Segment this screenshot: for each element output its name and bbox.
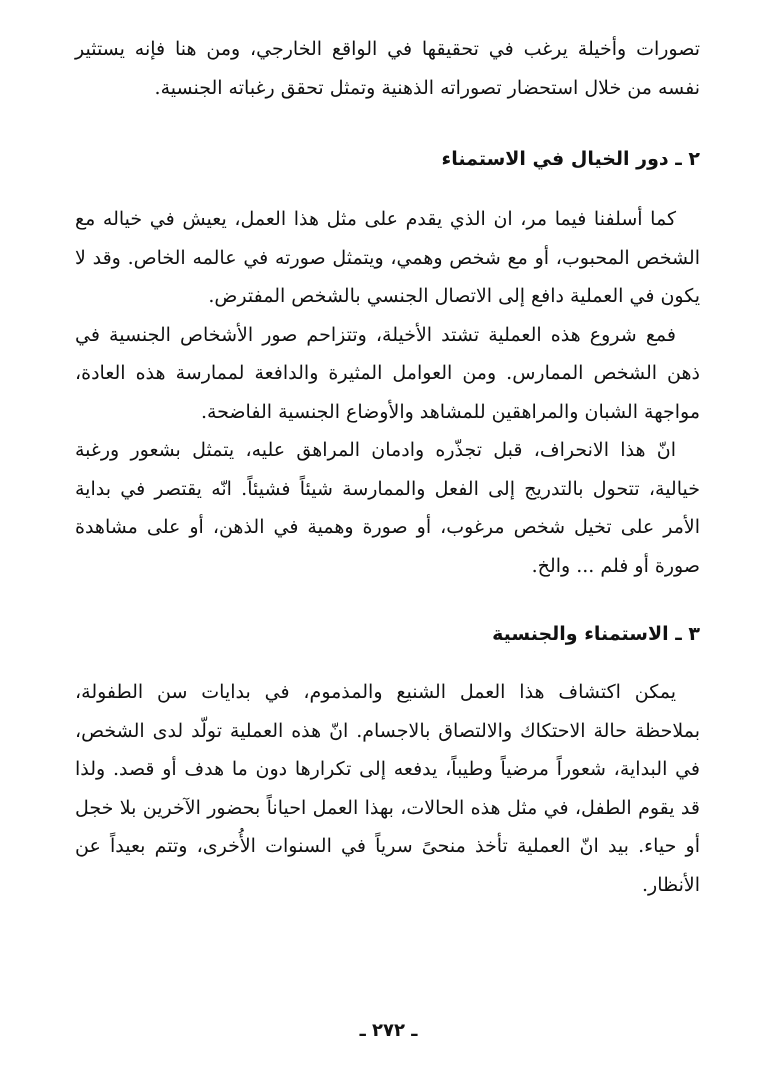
section-2-paragraph-1: كما أسلفنا فيما مر، ان الذي يقدم على مثل هذا العمل، يعيش في خياله مع الشخص المحبوب، أو مع شخص وهمي، ويتمثل صورته في عالمه الخاص. وقد لا يكون في العملية دافع إلى الاتصال الجنسي بالشخص المفترض. — [75, 208, 700, 307]
section-2-paragraph-2: فمع شروع هذه العملية تشتد الأخيلة، وتتزاحم صور الأشخاص الجنسية في ذهن الشخص الممارس. ومن العوامل المثيرة والدافعة لممارسة هذه العادة، مواجهة الشبان والمراهقين للمشاهد والأوضاع الجنسية الفاضحة. — [75, 323, 700, 423]
section-2-paragraph-3: انّ هذا الانحراف، قبل تجذّره وادمان المراهق عليه، يتمثل بشعور ورغبة خيالية، تتحول بالتدريج إلى الفعل والممارسة شيئاً فشيئاً. انّه يقتصر في بداية الأمر على تخيل شخص مرغوب، أو صورة وهمية في الذهن، أو على مشاهدة صورة أو فلم ... والخ. — [75, 439, 700, 577]
intro-paragraph: تصورات وأخيلة يرغب في تحقيقها في الواقع الخارجي، ومن هنا فإنه يستثير نفسه من خلال استحضار تصوراته الذهنية وتمثل تحقق رغباته الجنسية. — [75, 38, 700, 99]
page-body — [75, 30, 700, 904]
section-3-heading: ٣ ـ الاستمناء والجنسية — [492, 623, 700, 645]
page-number: ـ ٢٧٢ ـ — [359, 1020, 418, 1041]
section-3-paragraph-1: يمكن اكتشاف هذا العمل الشنيع والمذموم، في بدايات سن الطفولة، بملاحظة حالة الاحتكاك والالتصاق بالاجسام. انّ هذه العملية تولّد لدى الشخص، في البداية، شعوراً مرضياً وطيباً، يدفعه إلى تكرارها دون ما هدف أو قصد. ولذا قد يقوم الطفل، في مثل هذه الحالات، بهذا العمل احياناً بحضور الآخرين بلا خجل أو حياء. بيد انّ العملية تأخذ منحىً سرياً في السنوات الأُخرى، وتتم بعيداً عن الأنظار. — [75, 681, 700, 896]
section-2-heading: ٢ ـ دور الخيال في الاستمناء — [441, 148, 700, 170]
